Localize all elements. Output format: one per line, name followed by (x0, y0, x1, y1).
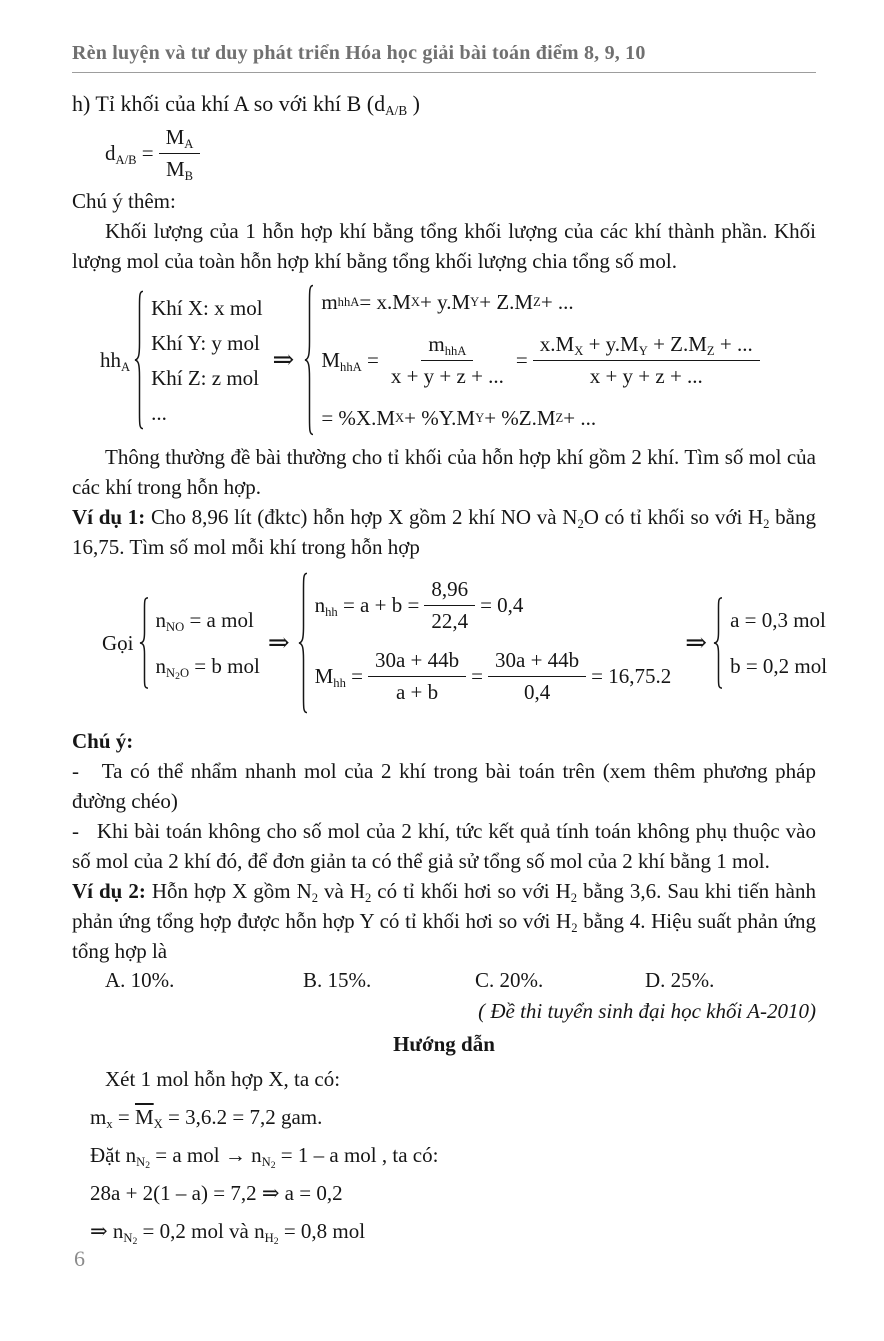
page-number: 6 (74, 1246, 85, 1271)
fraction (159, 125, 201, 182)
math-term: $M_{hhA}$ = (321, 347, 379, 374)
note-item: - Khi bài toán không cho số mol của 2 khí, tức kết quả tính toán không phụ thuộc vào số mol của 2 khí đó, để đơn giản ta có thể giả sử tổng số mol của 2 khí bằng 1 mol. (72, 819, 816, 873)
hh-cases (151, 290, 262, 430)
fraction-denominator: x + y + z + ... (390, 363, 504, 388)
exam-source: ( Đề thi tuyển sinh đại học khối A-2010) (478, 999, 816, 1023)
case-line: $n_{NO} = a$ mol (155, 608, 254, 634)
hh-equations (321, 284, 764, 436)
solution-line: $m_x = \overline{M}_X = 3,6.2 = 7,2$ gam. (90, 1105, 323, 1131)
math-line (315, 573, 672, 637)
left-brace (298, 572, 309, 714)
math-term: = 0,4 (480, 592, 524, 617)
fraction-numerator: 30a + 44b (368, 648, 466, 677)
hh-label: $hh_A$ (100, 347, 131, 374)
goi-equations (315, 572, 672, 714)
option-b: B. 15%. (303, 968, 372, 992)
math-line: m hhA = x.M X + y.M Y + Z.M Z + ... (321, 289, 574, 314)
note-item: - Ta có thể nhẩm nhanh mol của 2 khí trong bài toán trên (xem thêm phương pháp đường chéo) (72, 759, 816, 813)
math-term: $n_{hh} = a + b$ = (314, 592, 420, 619)
fraction-denominator: x + y + z + ... (589, 363, 703, 388)
example2-text: Hỗn hợp X gồm $N_2$ và $H_2$ có tỉ khối hơi so với $H_2$ bằng 3,6. Sau khi tiến hành phản ứng tổng hợp được hỗn hợp Y có tỉ khối hơi so với $H_2$ bằng 4. Hiệu suất phản ứng tổng hợp là (72, 879, 817, 963)
option-d: D. 25%. (645, 968, 715, 992)
intro-paragraph: Khối lượng của 1 hỗn hợp khí bằng tổng khối lượng của các khí thành phần. Khối lượng mol của toàn hỗn hợp khí bằng tổng khối lượng chia tổng số mol. (72, 219, 816, 273)
example2-label: Ví dụ 2: (72, 879, 146, 903)
fraction-numerator: $M_A$ (159, 125, 201, 154)
note-them-label: Chú ý thêm: (72, 189, 176, 213)
left-brace (713, 597, 724, 689)
equals-sign: = (471, 663, 483, 688)
fraction (368, 648, 466, 705)
fraction (533, 332, 760, 389)
solution-line: ⇒ $n_{N2} = 0,2$ mol và $n_{H2} = 0,8$ mol (90, 1219, 366, 1247)
running-header: Rèn luyện và tư duy phát triển Hóa học giải bài toán điểm 8, 9, 10 (72, 42, 816, 73)
formula-ti-khoi (105, 125, 816, 182)
example1-paragraph (72, 502, 816, 562)
section-heading-h: h) Tỉ khối của khí A so với khí B ($d_{A/B}$ ) (72, 91, 420, 118)
fraction-denominator: 22,4 (431, 608, 469, 633)
solution-line: Đặt $n_{N2} = a$ mol → $n_{N2} = 1 - a$ mol , ta có: (90, 1143, 439, 1171)
left-brace (134, 290, 145, 430)
hh-mixture-system (100, 284, 816, 436)
equals-sign: = (515, 347, 528, 372)
option-c: C. 20%. (475, 968, 544, 992)
math-line (321, 321, 764, 399)
fraction (384, 332, 511, 389)
implies-arrow: ⇒ (685, 628, 708, 658)
case-line: Khí Z: z mol (151, 365, 260, 390)
guide-title: Hướng dẫn (393, 1032, 495, 1056)
example2-paragraph (72, 876, 816, 966)
solution-line: 28a + 2(1 – a) = 7,2 ⇒ a = 0,2 (90, 1181, 343, 1205)
answer-options (105, 968, 816, 993)
math-term: $M_{hh}$ = (314, 663, 363, 690)
left-brace (139, 597, 150, 689)
fraction-denominator: $M_B$ (165, 157, 194, 183)
solution-line: Xét 1 mol hỗn hợp X, ta có: (105, 1067, 341, 1091)
fraction-numerator: $m_{hhA}$ (421, 332, 473, 361)
example1-text: Cho 8,96 lít (đktc) hỗn hợp X gồm 2 khí NO và $N_2O$ có tỉ khối so với $H_2$ bằng 16,75. Tìm số mol mỗi khí trong hỗn hợp (72, 505, 816, 559)
example1-solution-system (102, 572, 828, 714)
result-line: b = 0,2 mol (730, 654, 828, 678)
page-content (72, 42, 828, 1257)
left-brace (304, 284, 315, 436)
option-a: A. 10%. (105, 968, 175, 992)
goi-results (730, 597, 827, 689)
note-label: Chú ý: (72, 729, 134, 753)
example1-label: Ví dụ 1: (72, 505, 146, 529)
fraction-denominator: 0,4 (523, 679, 551, 704)
tip-paragraph: Thông thường đề bài thường cho tỉ khối của hỗn hợp khí gồm 2 khí. Tìm số mol của các khí trong hỗn hợp. (72, 445, 816, 499)
case-line: Khí X: x mol (151, 295, 263, 320)
fraction (424, 577, 475, 634)
fraction (488, 648, 586, 705)
implies-arrow: ⇒ (267, 628, 290, 658)
math-line (315, 639, 672, 713)
fraction-numerator: $x.M_X + y.M_Y + Z.M_Z$ + ... (533, 332, 760, 361)
implies-arrow: ⇒ (272, 345, 295, 375)
case-line: Khí Y: y mol (151, 330, 260, 355)
fraction-numerator: 8,96 (424, 577, 475, 606)
math-line: = %X.M X + %Y.M Y + %Z.M Z + ... (321, 405, 597, 430)
fraction-denominator: a + b (395, 679, 439, 704)
fraction-numerator: 30a + 44b (488, 648, 586, 677)
goi-label: Gọi (102, 630, 134, 655)
math-term: = 16,75.2 (591, 663, 672, 688)
formula-lhs: $d_{A/B}$ = (105, 141, 154, 167)
result-line: a = 0,3 mol (730, 608, 826, 632)
case-line: $n_{N2O} = b$ mol (155, 654, 260, 682)
goi-cases (156, 597, 260, 689)
case-line: ... (151, 400, 167, 425)
